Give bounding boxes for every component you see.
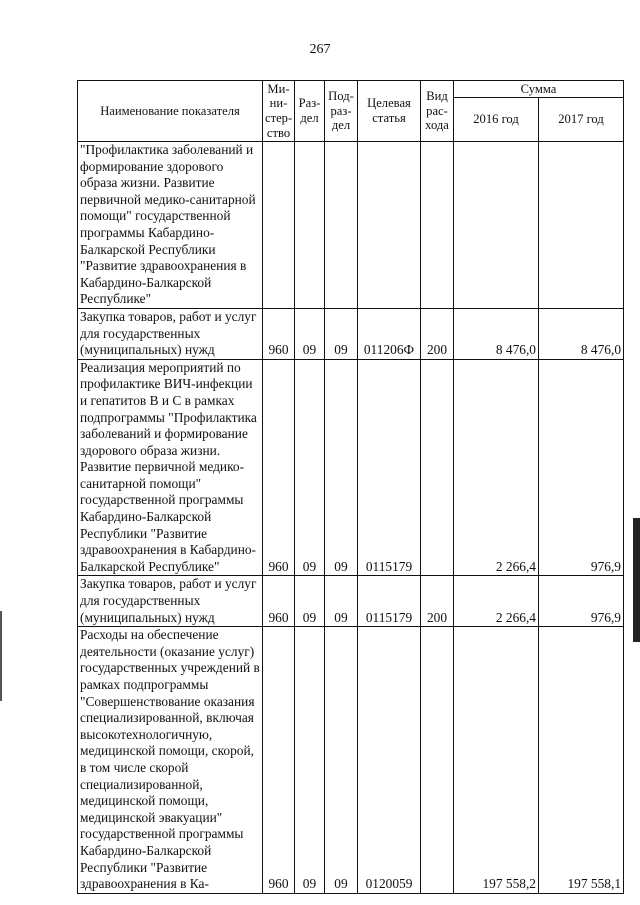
row-subsection: 09 [325,359,358,576]
row-name: Закупка товаров, работ и услуг для государственных (муниципальных) нужд [78,308,263,359]
row-name: Расходы на обеспечение деятельности (оказание услуг) государственных учреждений в рамках подпрограммы "Совершенствование оказания специализированной, включая высокотехнологичную, медицинской помощи, скорой, в том числе скорой специализированной, медицинской помощи, медицинской эвакуации" государственной программы Кабардино-Балкарской Республики "Развитие здравоохранения в Ка- [78,627,263,894]
row-name: Закупка товаров, работ и услуг для государственных (муниципальных) нужд [78,576,263,627]
row-section [295,142,325,309]
table-row [78,576,624,627]
table-row [78,627,624,894]
row-sum-2016: 8 476,0 [454,308,539,359]
row-target-article [358,142,421,309]
row-sum-2017: 976,9 [539,576,624,627]
header-expense-type: Вид рас-хода [421,81,454,142]
row-section: 09 [295,576,325,627]
row-section: 09 [295,627,325,894]
row-name: Реализация мероприятий по профилактике ВИЧ-инфекции и гепатитов В и С в рамках подпрограммы "Профилактика заболеваний и формирование здорового образа жизни. Развитие первичной медико-санитарной помощи" государственной программы Кабардино-Балкарской Республики "Развитие здравоохранения в Кабардино-Балкарской Республике" [78,359,263,576]
row-ministry: 960 [263,627,295,894]
header-target-article: Целевая статья [358,81,421,142]
page-number: 267 [309,42,331,57]
row-target-article: 011206Ф [358,308,421,359]
row-sum-2016: 197 558,2 [454,627,539,894]
row-sum-2016: 2 266,4 [454,359,539,576]
row-expense-type: 200 [421,308,454,359]
header-section: Раз-дел [295,81,325,142]
header-ministry: Ми-ни-стер-ство [263,81,295,142]
row-expense-type: 200 [421,576,454,627]
row-sum-2016: 2 266,4 [454,576,539,627]
header-row [78,81,624,98]
row-subsection: 09 [325,308,358,359]
table-row [78,308,624,359]
header-subsection: Под-раз-дел [325,81,358,142]
row-ministry: 960 [263,308,295,359]
table-row [78,142,624,309]
row-section: 09 [295,359,325,576]
row-target-article: 0120059 [358,627,421,894]
scan-edge-mark-left [0,611,2,701]
row-sum-2016 [454,142,539,309]
table-row [78,359,624,576]
header-name: Наименование показателя [78,81,263,142]
scan-edge-mark-right [633,518,640,642]
row-expense-type [421,627,454,894]
budget-table [77,80,624,894]
row-sum-2017: 976,9 [539,359,624,576]
row-ministry: 960 [263,576,295,627]
row-ministry [263,142,295,309]
row-target-article: 0115179 [358,359,421,576]
row-sum-2017: 8 476,0 [539,308,624,359]
header-year-2016: 2016 год [454,98,539,142]
row-expense-type [421,142,454,309]
header-year-2017: 2017 год [539,98,624,142]
row-ministry: 960 [263,359,295,576]
header-sum: Сумма [454,81,624,98]
row-section: 09 [295,308,325,359]
row-target-article: 0115179 [358,576,421,627]
row-subsection: 09 [325,576,358,627]
row-name: "Профилактика заболеваний и формирование здорового образа жизни. Развитие первичной медико-санитарной помощи" государственной программы Кабардино-Балкарской Республики "Развитие здравоохранения в Кабардино-Балкарской Республике" [78,142,263,309]
row-expense-type [421,359,454,576]
row-sum-2017: 197 558,1 [539,627,624,894]
row-sum-2017 [539,142,624,309]
row-subsection [325,142,358,309]
row-subsection: 09 [325,627,358,894]
